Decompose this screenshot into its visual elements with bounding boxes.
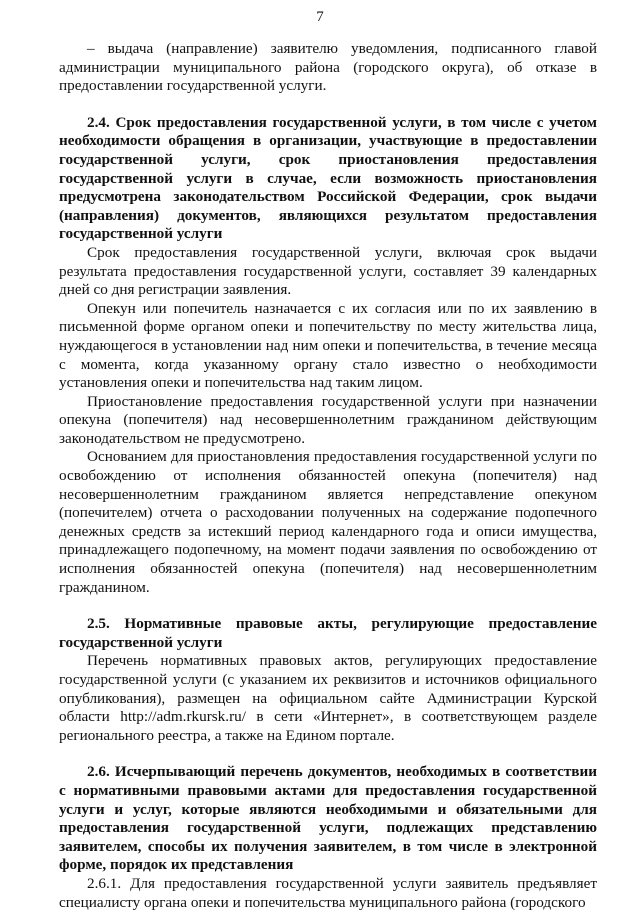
intro-paragraph: – выдача (направление) заявителю уведомления, подписанного главой администрации муниципального района (городского округа), об отказе в предоставлении государственной услуги. [59,40,597,95]
body-paragraph: 2.6.1. Для предоставления государственной услуги заявитель предъявляет специалисту органа опеки и попечительства муниципального района (городского [59,874,597,911]
body-paragraph: Основанием для приостановления предоставления государственной услуги по освобождению от исполнения обязанностей опекуна (попечителя) над несовершеннолетним гражданином является непредставление опекуном (попечителем) отчета о расходовании полученных на содержание подопечного денежных средств за истекший период календарного года и описи имущества, принадлежащего подопечному, на момент подачи заявления по освобождению от исполнения обязанностей опекуна (попечителя) над несовершеннолетним гражданином. [59,448,597,596]
section-gap [59,96,597,114]
section-2-6 [59,763,597,912]
page-number: 7 [316,9,324,25]
section-heading: 2.5. Нормативные правовые акты, регулирующие предоставление государственной услуги [59,615,597,651]
body-paragraph: Срок предоставления государственной услуги, включая срок выдачи результата предоставления государственной услуги, составляет 39 календарных дней со дня регистрации заявления. [59,243,597,299]
body-paragraph: Приостановление предоставления государственной услуги при назначении опекуна (попечителя) над несовершеннолетним гражданином действующим законодательством не предусмотрено. [59,392,597,447]
body-paragraph: Перечень нормативных правовых актов, регулирующих предоставление государственной услуги (с указанием их реквизитов и источников официального опубликования), размещен на официальном сайте Администрации Курской области http://adm.rkursk.ru/ в сети «Интернет», в соответствующем разделе регионального реестра, а также на Едином портале. [59,652,597,744]
section-2-4 [59,114,597,597]
body-paragraph: Опекун или попечитель назначается с их согласия или по их заявлению в письменной форме органом опеки и попечительству по месту жительства лица, нуждающегося в установлении над ним опеки и попечительства, в течение месяца с момента, когда указанному органу стало известно о необходимости установления опеки и попечительства над таким лицом. [59,299,597,392]
section-heading: 2.4. Срок предоставления государственной услуги, в том числе с учетом необходимости обращения в организации, участвующие в предоставлении государственной услуги, срок приостановления предоставления государственной услуги в случае, если возможность приостановления предусмотрена законодательством Российской Федерации, срок выдачи (направления) документов, являющихся результатом предоставления государственной услуги [59,113,597,243]
section-heading: 2.6. Исчерпывающий перечень документов, необходимых в соответствии с нормативными правовыми актами для предоставления государственной услуги и услуг, которые являются необходимыми и обязательными для предоставления государственной услуги, подлежащих представлению заявителем, способы их получения заявителем, в том числе в электронной форме, порядок их представления [59,763,597,874]
section-gap [59,597,597,615]
document-body [59,40,597,912]
section-gap [59,745,597,763]
section-2-5 [59,615,597,745]
